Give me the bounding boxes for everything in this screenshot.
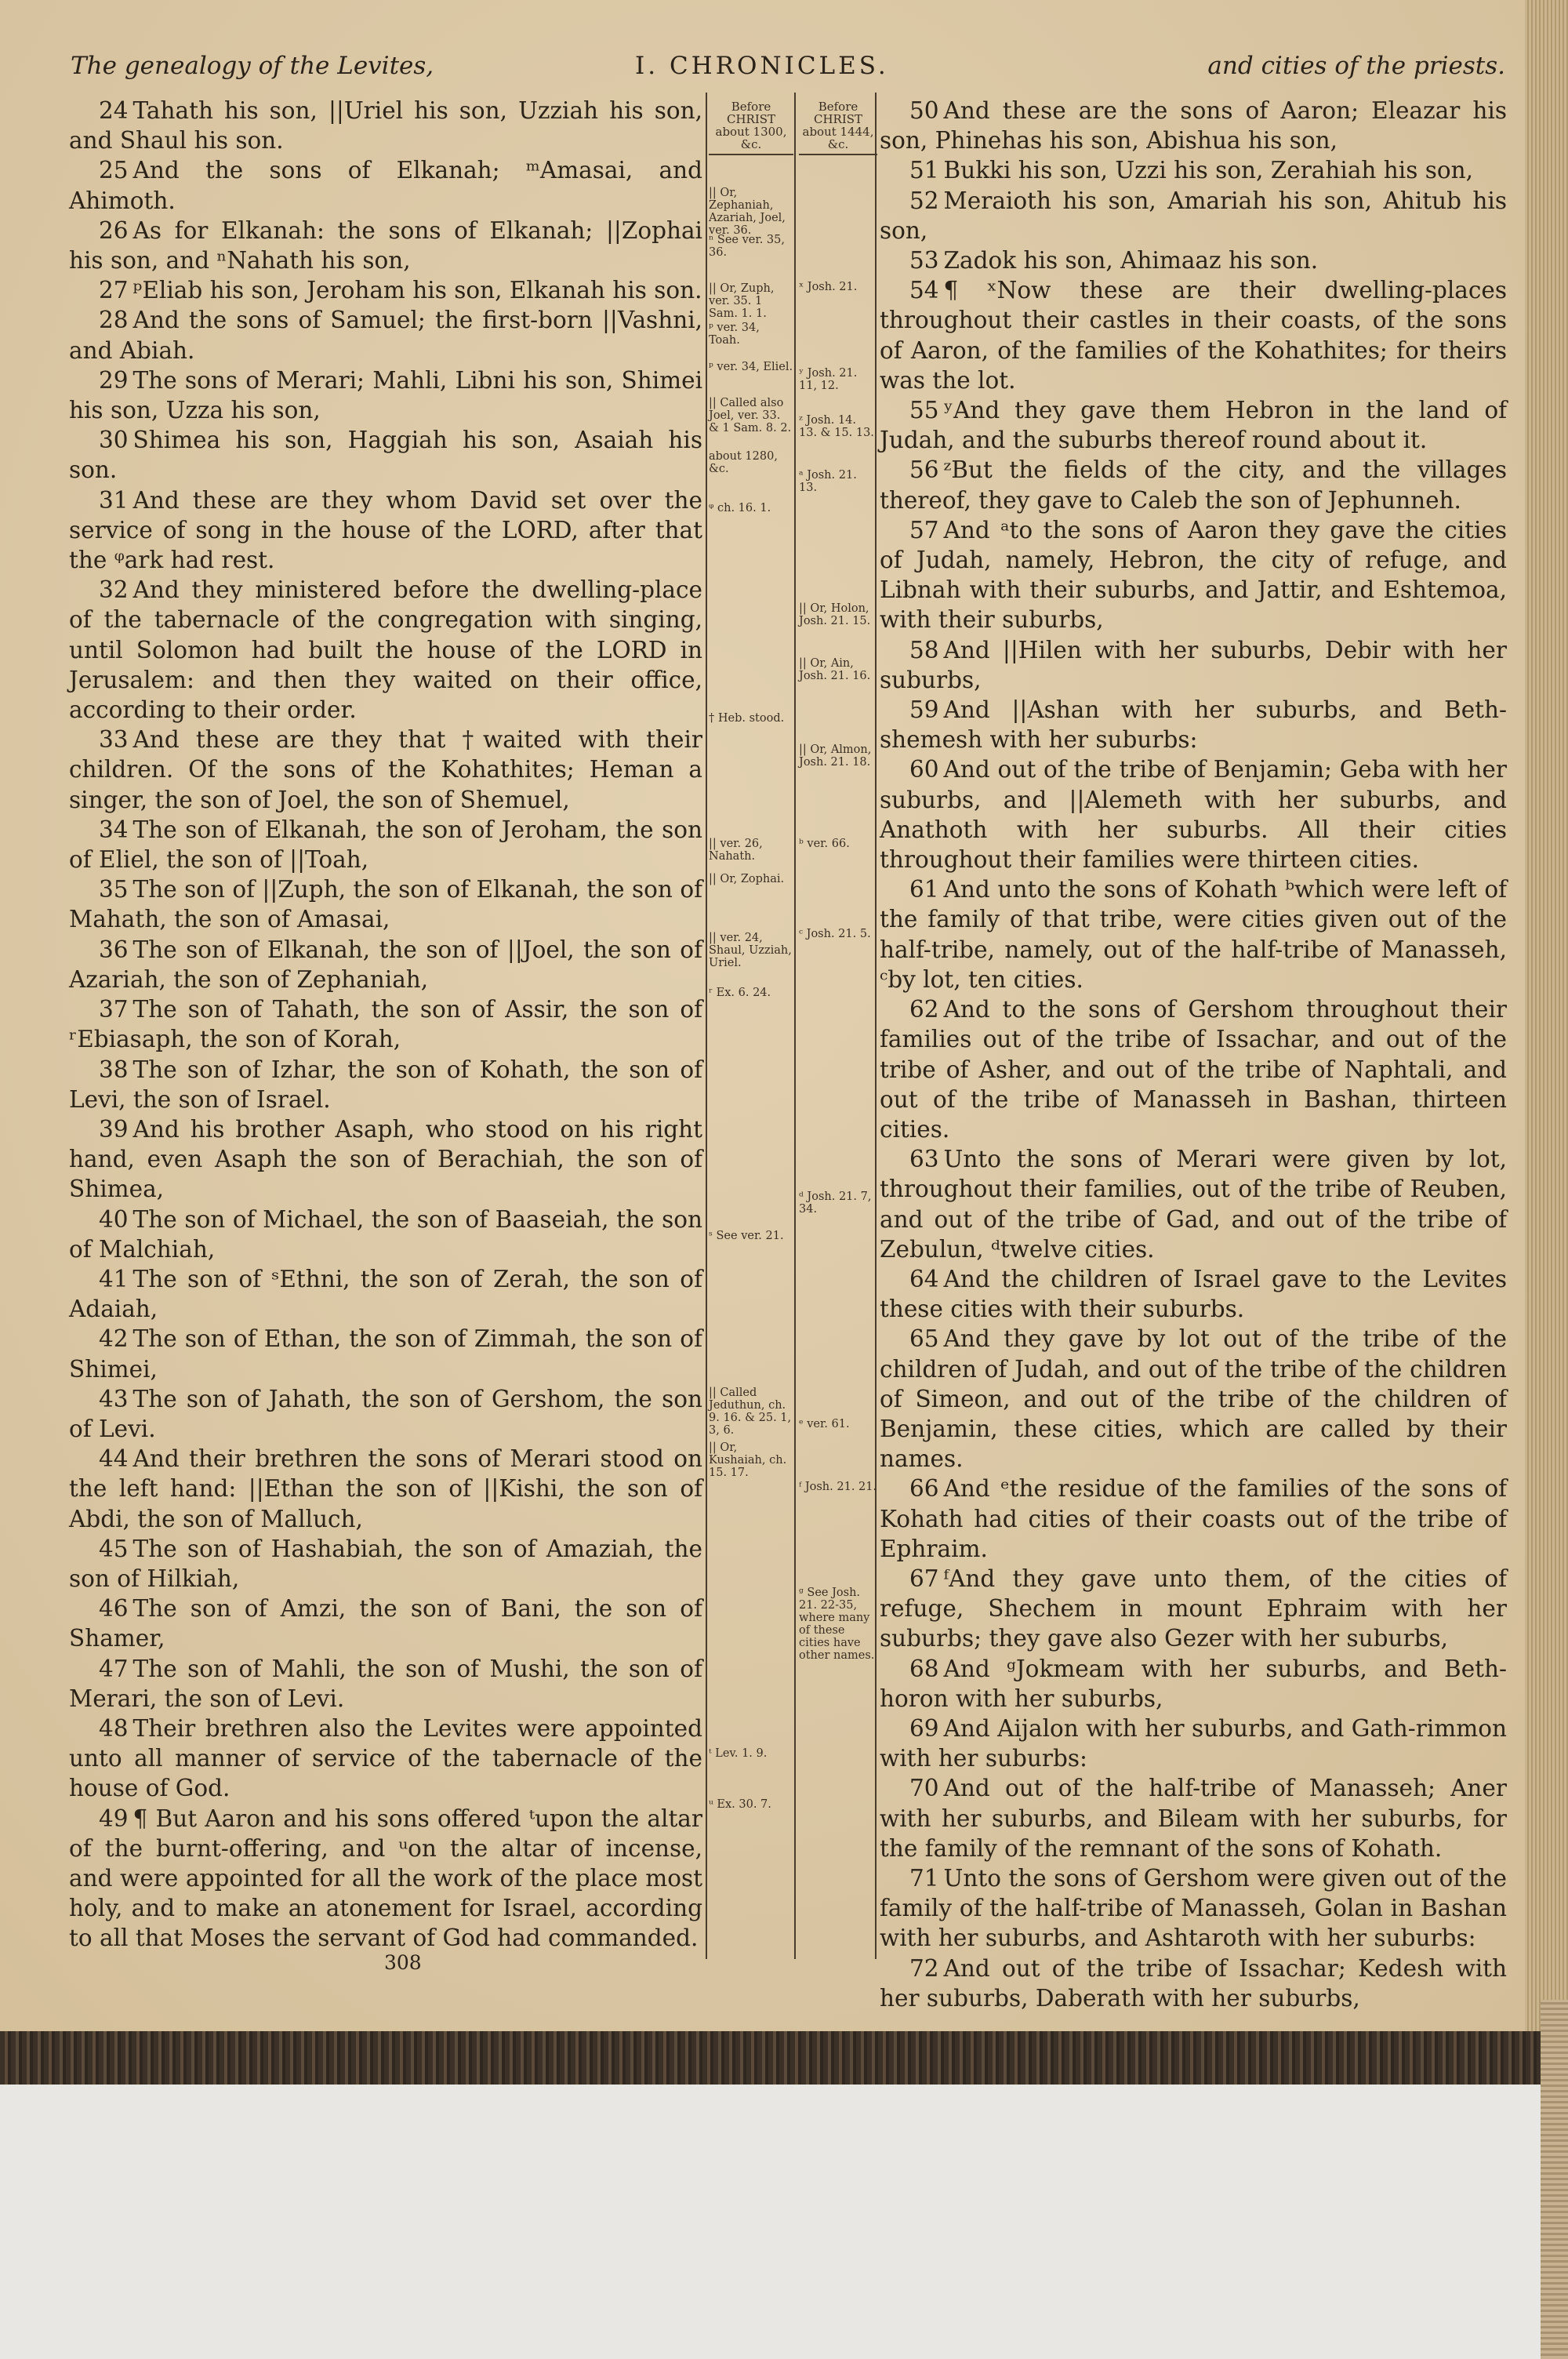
verse-number: 28 <box>99 307 129 334</box>
verse-text: The son of Elkanah, the son of Jeroham, the son of Eliel, the son of ||Toah, <box>69 816 702 874</box>
cross-reference-note: || Or, Almon, Josh. 21. 18. <box>799 743 872 769</box>
verse-number: 66 <box>909 1475 939 1503</box>
verse <box>69 1055 702 1114</box>
verse-text: ʸAnd they gave them Hebron in the land of Judah, and the suburbs thereof round about it. <box>880 397 1507 454</box>
verse-text: ¶ ˣNow these are their dwelling-places throughout their castles in their coasts, of the sons of Aaron, of the families of the Kohathites; for theirs was the lot. <box>880 277 1507 394</box>
cross-reference-note: ᵈ Josh. 21. 7, 34. <box>799 1190 872 1216</box>
verse-number: 71 <box>909 1864 939 1892</box>
cross-reference-note: ˣ Josh. 21. <box>799 281 858 293</box>
reference-column-right <box>799 100 877 1662</box>
cross-reference-note: || Or, Zephaniah, Azariah, Joel, ver. 36. <box>709 187 786 237</box>
verse-number: 35 <box>99 876 129 903</box>
cross-reference-note: ᶜ Josh. 21. 5. <box>799 928 871 940</box>
verse <box>69 1444 702 1534</box>
verse <box>69 994 702 1054</box>
verse <box>880 96 1507 155</box>
verse <box>880 1564 1507 1654</box>
verse <box>69 1205 702 1264</box>
verse-number: 40 <box>99 1205 129 1233</box>
verse <box>880 635 1507 695</box>
verse-number: 33 <box>99 726 129 754</box>
verse-text: And these are they whom David set over the service of song in the house of the LORD, after that the ᵠark had rest. <box>69 486 702 574</box>
verse-number: 45 <box>99 1535 129 1562</box>
verse-text: The son of Mahli, the son of Mushi, the son of Merari, the son of Levi. <box>69 1655 702 1712</box>
verse-text: The son of Elkanah, the son of ||Joel, the son of Azariah, the son of Zephaniah, <box>69 936 702 993</box>
verse-text: Bukki his son, Uzzi his son, Zerahiah his son, <box>943 157 1474 184</box>
verse-number: 55 <box>909 397 939 424</box>
cross-reference-note: ᵍ See Josh. 21. 22-35, where many of these cities have other names. <box>799 1587 875 1662</box>
verse-number: 31 <box>99 486 129 514</box>
verse <box>69 1534 702 1594</box>
verse-number: 51 <box>909 157 939 184</box>
era-heading-left <box>709 100 793 155</box>
verse-number: 44 <box>99 1445 129 1473</box>
verse-number: 52 <box>909 187 939 214</box>
cross-reference-note: † Heb. stood. <box>709 712 785 725</box>
era-line: Before <box>818 100 858 114</box>
verse-text: Shimea his son, Haggiah his son, Asaiah his son. <box>69 427 702 484</box>
verse-number: 70 <box>909 1775 939 1802</box>
verse-text: The son of Ethan, the son of Zimmah, the son of Shimei, <box>69 1325 702 1383</box>
verse <box>880 275 1507 395</box>
right-text-column <box>880 96 1507 2013</box>
verse-text: And ᵃto the sons of Aaron they gave the cities of Judah, namely, Hebron, the city of refuge, and Libnah with their suburbs, and Jattir, and Eshtemoa, with their suburbs, <box>880 516 1507 634</box>
verse-text: Unto the sons of Gershom were given out of the family of the half-tribe of Manasseh, Golan in Bashan with her suburbs, and Ashtaroth with her suburbs: <box>880 1864 1507 1952</box>
verse-text: And ᵍJokmeam with her suburbs, and Beth-horon with her suburbs, <box>880 1655 1507 1712</box>
verse <box>880 1863 1507 1954</box>
verse <box>69 575 702 725</box>
verse <box>880 994 1507 1144</box>
verse-number: 47 <box>99 1655 129 1682</box>
cross-reference-note: || Or, Kushaiah, ch. 15. 17. <box>709 1441 787 1479</box>
verse-text: Meraioth his son, Amariah his son, Ahitub his son, <box>880 187 1507 244</box>
verse-number: 32 <box>99 576 129 604</box>
cross-reference-note: ˢ See ver. 21. <box>709 1230 784 1242</box>
verse-text: And out of the tribe of Issachar; Kedesh with her suburbs, Daberath with her suburbs, <box>880 1954 1507 2012</box>
verse-text: And out of the half-tribe of Manasseh; Aner with her suburbs, and Bileam with her suburbs, for the family of the remnant of the sons of Kohath. <box>880 1775 1507 1862</box>
verse-text: Unto the sons of Merari were given by lot, throughout their families, out of the tribe of Reuben, and out of the tribe of Gad, and out of the tribe of Zebulun, ᵈtwelve cities. <box>880 1146 1507 1263</box>
verse <box>69 874 702 934</box>
cross-reference-note: ᶻ Josh. 14. 13. & 15. 13. <box>799 414 874 439</box>
verse-text: The sons of Merari; Mahli, Libni his son, Shimei his son, Uzza his son, <box>69 366 702 424</box>
verse <box>69 935 702 994</box>
verse-text: And these are they that †waited with their children. Of the sons of the Kohathites; Heman a singer, the son of Joel, the son of Shemuel, <box>69 726 702 813</box>
verse-number: 69 <box>909 1714 939 1742</box>
verse-number: 68 <box>909 1655 939 1682</box>
verse-number: 25 <box>99 157 129 184</box>
verse <box>880 1954 1507 2013</box>
verse <box>880 455 1507 514</box>
verse-number: 56 <box>909 456 939 484</box>
verse <box>69 365 702 425</box>
verse <box>69 275 702 305</box>
era-line: CHRIST <box>726 112 776 126</box>
running-head <box>71 52 1505 91</box>
verse-number: 59 <box>909 696 939 724</box>
verse-text: The son of ||Zuph, the son of Elkanah, the son of Mahath, the son of Amasai, <box>69 876 702 933</box>
verse-number: 41 <box>99 1265 129 1292</box>
verse-text: ¶ But Aaron and his sons offered ᵗupon the altar of the burnt-offering, and ᵘon the altar of incense, and were appointed for all the work of the place most holy, and to make an atonement for Israel, according to all that Moses the servant of God had commanded. <box>69 1805 702 1952</box>
verse-number: 57 <box>909 516 939 543</box>
verse <box>69 155 702 215</box>
verse-number: 34 <box>99 816 129 843</box>
column-rule-1 <box>706 93 707 1959</box>
era-line: &c. <box>827 137 849 151</box>
verse-text: Zadok his son, Ahimaaz his son. <box>943 247 1319 274</box>
cross-reference-note: || Called also Joel, ver. 33. & 1 Sam. 8. 2. <box>709 397 792 434</box>
verse-number: 60 <box>909 756 939 783</box>
verse-text: And his brother Asaph, who stood on his right hand, even Asaph the son of Berachiah, the son of Shimea, <box>69 1115 702 1203</box>
verse-number: 67 <box>909 1565 939 1592</box>
verse-text: And unto the sons of Kohath ᵇwhich were left of the family of that tribe, were cities given out of the half-tribe, namely, out of the half-tribe of Manasseh, ᶜby lot, ten cities. <box>880 876 1507 993</box>
era-line: about 1444, <box>802 125 874 139</box>
verse <box>880 1714 1507 1773</box>
verse-number: 26 <box>99 216 129 244</box>
verse-text: And these are the sons of Aaron; Eleazar his son, Phinehas his son, Abishua his son, <box>880 97 1507 154</box>
verse-text: ᶻBut the fields of the city, and the villages thereof, they gave to Caleb the son of Jephunneh. <box>880 456 1507 514</box>
cross-reference-note: || Or, Holon, Josh. 21. 15. <box>799 602 871 627</box>
cross-reference-note: ᵗ Lev. 1. 9. <box>709 1747 768 1760</box>
verse-text: And their brethren the sons of Merari stood on the left hand: ||Ethan the son of ||Kishi, the son of Abdi, the son of Malluch, <box>69 1445 702 1532</box>
verse-text: The son of Michael, the son of Baaseiah, the son of Malchiah, <box>69 1205 702 1263</box>
era-line: about 1300, <box>715 125 787 139</box>
verse <box>69 425 702 485</box>
cross-reference-note: ᵃ Josh. 21. 13. <box>799 469 857 494</box>
verse-number: 30 <box>99 427 129 454</box>
cross-reference-note: || Or, Zuph, ver. 35. 1 Sam. 1. 1. <box>709 282 775 320</box>
verse-number: 50 <box>909 97 939 124</box>
cross-reference-note: || Or, Ain, Josh. 21. 16. <box>799 657 871 682</box>
running-head-book-title: I. CHRONICLES. <box>635 52 889 80</box>
verse-text: And the children of Israel gave to the Levites these cities with their suburbs. <box>880 1265 1507 1323</box>
cross-reference-note: ᵇ ver. 66. <box>799 838 850 850</box>
cross-reference-note: ᶠ Josh. 21. 21. <box>799 1481 877 1493</box>
verse <box>880 1654 1507 1714</box>
book-cover-edge <box>0 2031 1560 2085</box>
column-rule-2 <box>794 93 796 1959</box>
cross-reference-note: ᵖ ver. 34, Toah. <box>709 322 760 347</box>
verse-text: And ||Ashan with her suburbs, and Beth-shemesh with her suburbs: <box>880 696 1507 754</box>
verse <box>69 725 702 815</box>
verse-number: 38 <box>99 1056 129 1083</box>
verse-text: And Aijalon with her suburbs, and Gath-rimmon with her suburbs: <box>880 1714 1507 1772</box>
verse-number: 46 <box>99 1595 129 1623</box>
cross-reference-note: ᵖ ver. 34, Eliel. <box>709 361 793 373</box>
left-text-column <box>69 96 702 1954</box>
page-fore-edge <box>1525 0 1568 2035</box>
verse-text: And they gave by lot out of the tribe of the children of Judah, and out of the tribe of the children of Simeon, and out of the tribe of the children of Benjamin, these cities, which are called by their names. <box>880 1325 1507 1473</box>
era-line: CHRIST <box>813 112 863 126</box>
verse-number: 42 <box>99 1325 129 1353</box>
verse <box>69 96 702 155</box>
running-head-right: and cities of the priests. <box>1207 52 1505 80</box>
verse-number: 37 <box>99 996 129 1023</box>
verse-text: The son of ˢEthni, the son of Zerah, the son of Adaiah, <box>69 1265 702 1323</box>
cross-reference-note: ᵘ Ex. 30. 7. <box>709 1798 771 1811</box>
verse <box>69 1114 702 1205</box>
verse <box>69 1714 702 1804</box>
verse-number: 48 <box>99 1714 129 1742</box>
verse-text: The son of Amzi, the son of Bani, the son of Shamer, <box>69 1595 702 1652</box>
verse <box>69 485 702 576</box>
verse <box>880 754 1507 874</box>
verse-number: 54 <box>909 277 939 304</box>
cross-reference-note: || Or, Zophai. <box>709 873 785 885</box>
verse <box>880 1324 1507 1474</box>
cross-reference-note: || ver. 26, Nahath. <box>709 838 763 863</box>
cross-reference-note: || ver. 24, Shaul, Uzziah, Uriel. <box>709 932 792 969</box>
verse-number: 24 <box>99 97 129 124</box>
verse-text: And they ministered before the dwelling-place of the tabernacle of the congregation with singing, until Solomon had built the house of the LORD in Jerusalem: and then they waited on their office, according to their order. <box>69 576 702 724</box>
verse-text: And ||Hilen with her suburbs, Debir with her suburbs, <box>880 636 1507 693</box>
verse-number: 58 <box>909 636 939 663</box>
verse <box>69 1594 702 1653</box>
verse-text: ᶠAnd they gave unto them, of the cities of refuge, Shechem in mount Ephraim with her suburbs; they gave also Gezer with her suburbs, <box>880 1565 1507 1652</box>
verse <box>880 186 1507 245</box>
cross-reference-note: ⁿ See ver. 35, 36. <box>709 234 785 259</box>
verse-text: And the sons of Elkanah; ᵐAmasai, and Ahimoth. <box>69 157 702 214</box>
cross-reference-note: ʳ Ex. 6. 24. <box>709 987 771 999</box>
verse <box>69 1264 702 1324</box>
running-head-left: The genealogy of the Levites, <box>71 52 434 80</box>
verse <box>69 216 702 275</box>
verse-number: 64 <box>909 1265 939 1292</box>
verse <box>880 155 1507 185</box>
page-number: 308 <box>384 1951 422 1974</box>
verse <box>69 815 702 874</box>
era-heading-right <box>799 100 877 155</box>
bookmark-ribbon <box>1541 2000 1568 2359</box>
verse-number: 65 <box>909 1325 939 1353</box>
verse <box>880 245 1507 275</box>
verse-text: The son of Hashabiah, the son of Amaziah, the son of Hilkiah, <box>69 1535 702 1592</box>
verse <box>69 1804 702 1954</box>
cross-reference-note: about 1280, &c. <box>709 450 778 475</box>
verse-text: The son of Izhar, the son of Kohath, the son of Levi, the son of Israel. <box>69 1056 702 1113</box>
verse <box>880 1773 1507 1863</box>
verse-text: The son of Tahath, the son of Assir, the son of ʳEbiasaph, the son of Korah, <box>69 996 702 1053</box>
verse-text: And out of the tribe of Benjamin; Geba with her suburbs, and ||Alemeth with her suburbs, and Anathoth with her suburbs. All their cities throughout their families were thirteen cities. <box>880 756 1507 874</box>
verse <box>880 515 1507 635</box>
cross-reference-note: ᵠ ch. 16. 1. <box>709 502 771 514</box>
verse <box>69 1654 702 1714</box>
verse-number: 36 <box>99 936 129 963</box>
verse-text: The son of Jahath, the son of Gershom, the son of Levi. <box>69 1385 702 1442</box>
verse-number: 62 <box>909 996 939 1023</box>
verse <box>880 1144 1507 1264</box>
era-line: Before <box>731 100 771 114</box>
verse-number: 61 <box>909 876 939 903</box>
verse <box>880 1264 1507 1324</box>
verse-number: 29 <box>99 366 129 394</box>
verse-text: And to the sons of Gershom throughout their families out of the tribe of Issachar, and out of the tribe of Asher, and out of the tribe of Naphtali, and out of the tribe of Manasseh in Bashan, thirteen cities. <box>880 996 1507 1143</box>
cross-reference-note: || Called Jeduthun, ch. 9. 16. & 25. 1, 3, 6. <box>709 1387 792 1437</box>
verse-number: 72 <box>909 1954 939 1982</box>
verse-number: 63 <box>909 1146 939 1173</box>
verse-number: 27 <box>99 277 129 304</box>
verse <box>880 395 1507 455</box>
era-line: &c. <box>740 137 762 151</box>
verse <box>69 305 702 365</box>
verse-number: 43 <box>99 1385 129 1412</box>
verse <box>880 874 1507 994</box>
verse-text: And the sons of Samuel; the first-born ||Vashni, and Abiah. <box>69 307 702 364</box>
cross-reference-note: ᵉ ver. 61. <box>799 1418 850 1430</box>
verse-text: ᵖEliab his son, Jeroham his son, Elkanah his son. <box>132 277 702 304</box>
verse-number: 39 <box>99 1115 129 1143</box>
verse-text: And ᵉthe residue of the families of the sons of Kohath had cities of their coasts out of the tribe of Ephraim. <box>880 1475 1507 1562</box>
verse-number: 53 <box>909 247 939 274</box>
verse <box>69 1324 702 1383</box>
reference-column-left <box>709 100 793 1811</box>
verse-text: As for Elkanah: the sons of Elkanah; ||Zophai his son, and ⁿNahath his son, <box>69 216 702 274</box>
cross-reference-note: ʸ Josh. 21. 11, 12. <box>799 367 858 392</box>
verse <box>880 695 1507 754</box>
verse-text: Their brethren also the Levites were appointed unto all manner of service of the tabernacle of the house of God. <box>69 1714 702 1802</box>
verse <box>69 1384 702 1444</box>
verse-text: Tahath his son, ||Uriel his son, Uzziah his son, and Shaul his son. <box>69 97 702 154</box>
verse <box>880 1474 1507 1564</box>
verse-number: 49 <box>99 1805 129 1832</box>
